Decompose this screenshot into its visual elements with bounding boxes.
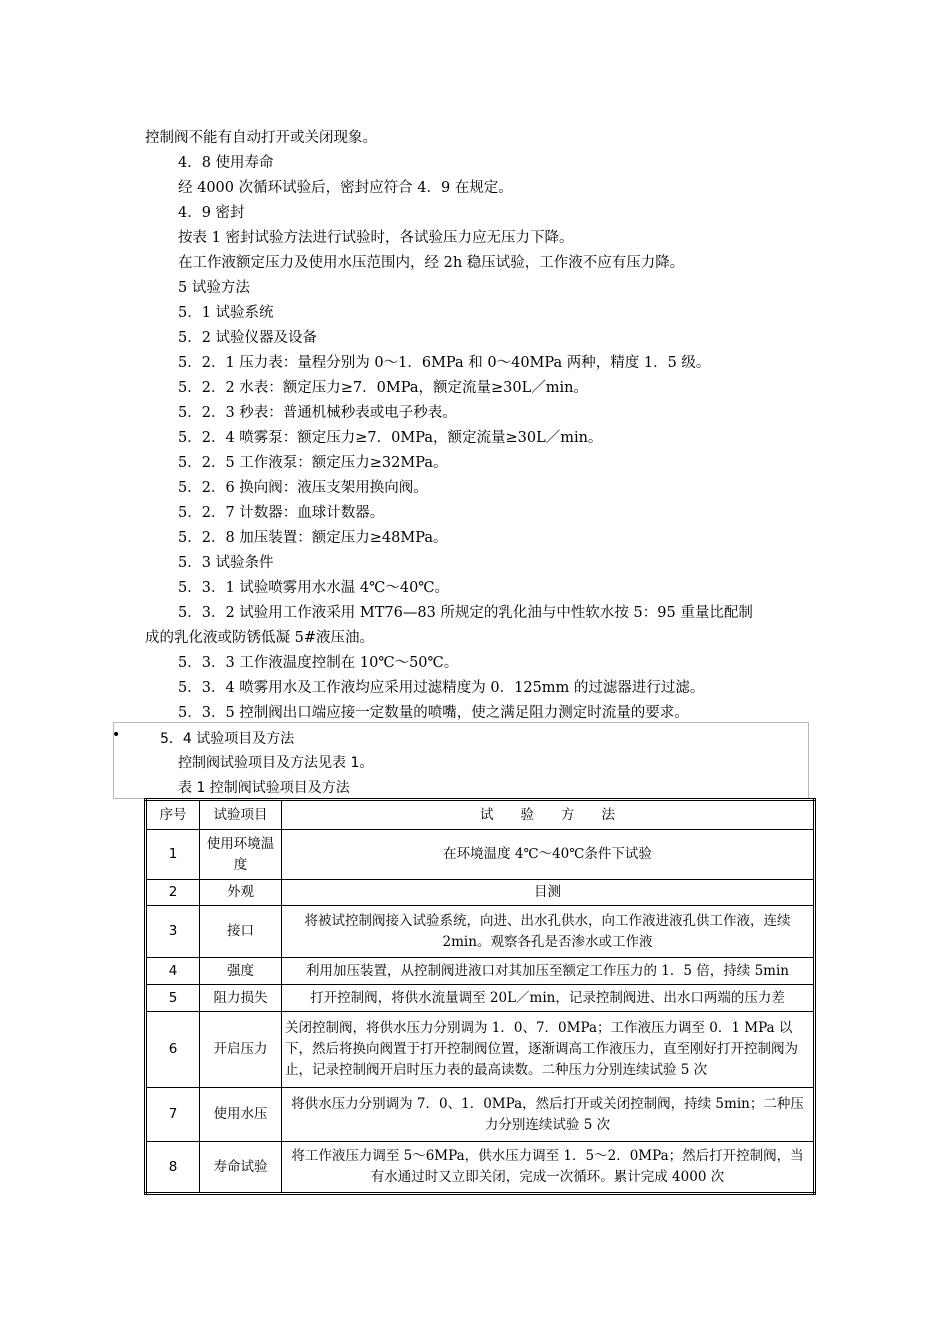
row-method: 目测 [282, 880, 815, 906]
paragraph: 5．2．2 水表：额定压力≥7．0MPa，额定流量≥30L／min。 [178, 380, 588, 396]
row-number: 6 [146, 1012, 200, 1088]
paragraph: 按表 1 密封试验方法进行试验时，各试验压力应无压力下降。 [178, 230, 574, 246]
paragraph: 5．2．4 喷雾泵：额定压力≥7．0MPa，额定流量≥30L／min。 [178, 430, 603, 446]
row-item: 使用环境温度 [200, 830, 282, 880]
paragraph: 5．2．3 秒表：普通机械秒表或电子秒表。 [178, 405, 457, 421]
row-method: 利用加压装置，从控制阀进液口对其加压至额定工作压力的 1．5 倍，持续 5min [282, 958, 815, 985]
test-items-table [144, 798, 816, 1195]
row-method: 将供水压力分别调为 7．0、1．0MPa，然后打开或关闭控制阀，持续 5min；二种压力分别连续试验 5 次 [282, 1088, 815, 1142]
row-method: 关闭控制阀，将供水压力分别调为 1．0、7．0MPa；工作液压力调至 0．1 MPa 以下，然后将换向阀置于打开控制阀位置，逐渐调高工作液压力，直至刚好打开控制阀为止，记录控制阀开启时压力表的最高读数。二种压力分别连续试验 5 次 [282, 1012, 815, 1088]
section-heading: 4．9 密封 [178, 205, 245, 221]
table-row [146, 1012, 815, 1088]
header-cell: 试 验 方 法 [282, 800, 815, 830]
row-item: 使用水压 [200, 1088, 282, 1142]
section-heading: 5．4 试验项目及方法 [160, 731, 295, 747]
row-number: 4 [146, 958, 200, 985]
table-row [146, 830, 815, 880]
row-item: 强度 [200, 958, 282, 985]
bullet-icon: • [112, 727, 121, 743]
table-row [146, 880, 815, 906]
paragraph: 5．2．6 换向阀：液压支架用换向阀。 [178, 480, 428, 496]
row-item: 开启压力 [200, 1012, 282, 1088]
header-cell: 试验项目 [200, 800, 282, 830]
row-method: 在环境温度 4℃～40℃条件下试验 [282, 830, 815, 880]
paragraph: 5．2．5 工作液泵：额定压力≥32MPa。 [178, 455, 448, 471]
section-heading: 4．8 使用寿命 [178, 155, 274, 171]
paragraph: 5．3．3 工作液温度控制在 10℃～50℃。 [178, 655, 459, 671]
paragraph: 在工作液额定压力及使用水压范围内，经 2h 稳压试验，工作液不应有压力降。 [178, 255, 685, 271]
paragraph: 5．3．5 控制阀出口端应接一定数量的喷嘴，使之满足阻力测定时流量的要求。 [178, 705, 689, 721]
table-caption: 表 1 控制阀试验项目及方法 [178, 780, 350, 796]
table-row [146, 958, 815, 985]
row-number: 5 [146, 985, 200, 1012]
paragraph: 成的乳化液或防锈低凝 5#液压油。 [145, 630, 374, 646]
row-method: 将被试控制阀接入试验系统，向进、出水孔供水，向工作液进液孔供工作液，连续 2min。观察各孔是否渗水或工作液 [282, 906, 815, 958]
paragraph: 控制阀不能有自动打开或关闭现象。 [145, 130, 377, 146]
paragraph: 5．2．1 压力表：量程分别为 0～1．6MPa 和 0～40MPa 两种，精度 1．5 级。 [178, 355, 711, 371]
paragraph: 5．3．4 喷雾用水及工作液均应采用过滤精度为 0．125mm 的过滤器进行过滤。 [178, 680, 705, 696]
table-row [146, 1142, 815, 1194]
row-number: 2 [146, 880, 200, 906]
paragraph: 5．3．2 试验用工作液采用 MT76—83 所规定的乳化油与中性软水按 5：95 重量比配制 [178, 605, 753, 621]
paragraph: 经 4000 次循环试验后，密封应符合 4．9 在规定。 [178, 180, 513, 196]
paragraph: 5．3．1 试验喷雾用水水温 4℃～40℃。 [178, 580, 450, 596]
row-number: 8 [146, 1142, 200, 1194]
paragraph: 5．2．7 计数器：血球计数器。 [178, 505, 385, 521]
section-heading: 5．2 试验仪器及设备 [178, 330, 318, 346]
section-heading: 5．1 试验系统 [178, 305, 274, 321]
paragraph: 控制阀试验项目及方法见表 1。 [178, 755, 374, 771]
row-number: 1 [146, 830, 200, 880]
row-item: 阻力损失 [200, 985, 282, 1012]
row-number: 7 [146, 1088, 200, 1142]
row-item: 寿命试验 [200, 1142, 282, 1194]
row-item: 接口 [200, 906, 282, 958]
header-cell: 序号 [146, 800, 200, 830]
table-row [146, 906, 815, 958]
row-method: 打开控制阀，将供水流量调至 20L／min，记录控制阀进、出水口两端的压力差 [282, 985, 815, 1012]
table-row [146, 985, 815, 1012]
row-number: 3 [146, 906, 200, 958]
section-heading: 5 试验方法 [178, 280, 250, 296]
section-heading: 5．3 试验条件 [178, 555, 274, 571]
table-header-row [146, 800, 815, 830]
row-method: 将工作液压力调至 5～6MPa，供水压力调至 1．5～2．0MPa；然后打开控制阀，当有水通过时又立即关闭，完成一次循环。累计完成 4000 次 [282, 1142, 815, 1194]
table-row [146, 1088, 815, 1142]
row-item: 外观 [200, 880, 282, 906]
paragraph: 5．2．8 加压装置：额定压力≥48MPa。 [178, 530, 448, 546]
